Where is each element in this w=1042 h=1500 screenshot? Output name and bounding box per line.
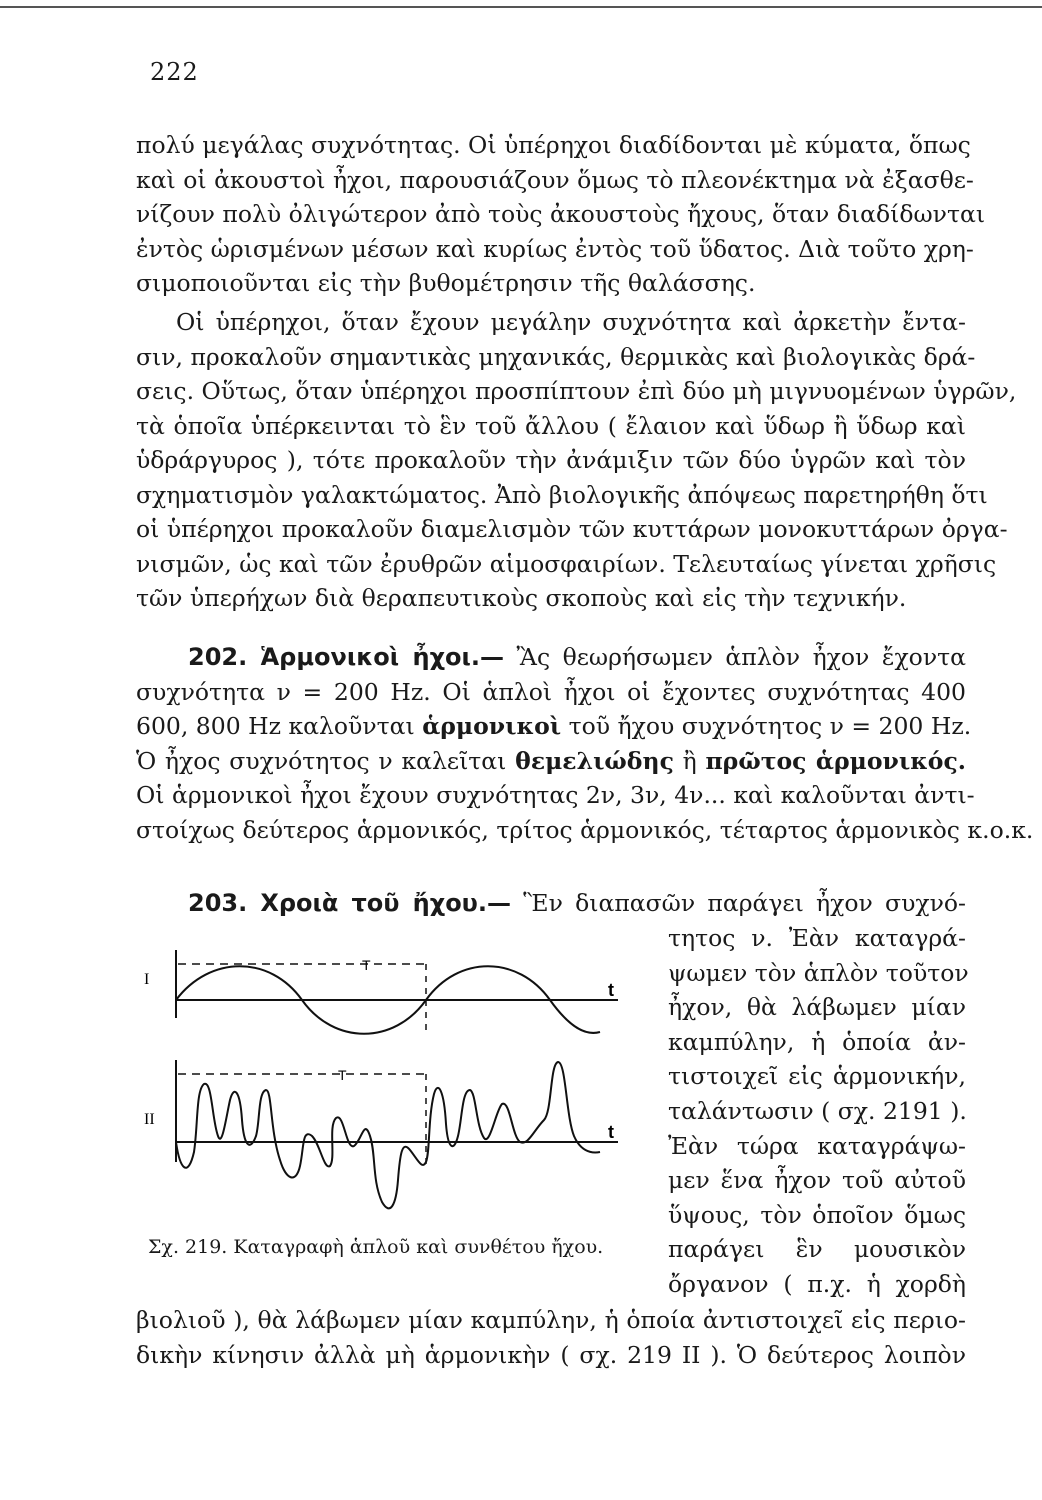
section-202-first-line	[136, 640, 966, 675]
section-202-heading: 202. Ἁρμονικοὶ ἦχοι.—	[188, 643, 505, 671]
text-line: νίζουν πολὺ ὀλιγώτερον ἀπὸ τοὺς ἀκουστοὺς ἤχους, ὅταν διαδίδωνται	[136, 200, 986, 228]
text-line: σχηματισμὸν γαλακτώματος. Ἀπὸ βιολογικῆς ἀπόψεως παρετηρήθη ὅτι	[136, 480, 988, 509]
text-line: Οἱ ἁρμονικοὶ ἦχοι ἔχουν συχνότητας 2ν, 3ν, 4ν... καὶ καλοῦνται ἀντι-	[136, 781, 975, 809]
text-fragment: ἢ	[682, 746, 697, 775]
text-line: τιστοιχεῖ εἰς ἁρμονικήν,	[668, 1062, 966, 1091]
complex-wave	[176, 1062, 600, 1208]
period-label: T	[338, 1067, 347, 1083]
figure-219-waveforms	[140, 940, 640, 1230]
figure-caption: Σχ. 219. Καταγραφὴ ἁπλοῦ καὶ συνθέτου ἤχου.	[148, 1236, 604, 1258]
text-line: σιν, προκαλοῦν σημαντικὰς μηχανικάς, θερμικὰς καὶ βιολογικὰς δρά-	[136, 342, 976, 371]
section-202	[136, 640, 1034, 847]
text-line	[136, 744, 966, 779]
text-line: πολύ μεγάλας συχνότητας. Οἱ ὑπέρηχοι διαδίδονται μὲ κύματα, ὅπως	[136, 131, 971, 159]
text-line: βιολιοῦ ), θὰ λάβωμεν μίαν καμπύλην, ἡ ὁποία ἀντιστοιχεῖ εἰς περιο-	[136, 1306, 966, 1334]
text-line: σεις. Οὕτως, ὅταν ὑπέρηχοι προσπίπτουν ἐπὶ δύο μὴ μιγνυομένων ὑγρῶν,	[136, 377, 1017, 405]
text-line: τῶν ὑπερήχων διὰ θεραπευτικοὺς σκοποὺς καὶ εἰς τὴν τεχνικήν.	[136, 584, 907, 612]
text-fragment: Ὁ ἦχος συχνότητος ν καλεῖται	[136, 746, 507, 775]
section-203-heading-line	[136, 886, 966, 921]
text-line: νισμῶν, ὡς καὶ τῶν ἐρυθρῶν αἱμοσφαιρίων. Τελευταίως γίνεται χρῆσις	[136, 549, 997, 578]
text-line: ὑδράργυρος ), τότε προκαλοῦν τὴν ἀνάμιξιν τῶν δύο ὑγρῶν καὶ τὸν	[136, 446, 966, 474]
text-line: στοίχως δεύτερος ἁρμονικός, τρίτος ἁρμονικός, τέταρτος ἁρμονικὸς κ.ο.κ.	[136, 815, 1034, 844]
text-line: Οἱ ὑπέρηχοι, ὅταν ἔχουν μεγάλην συχνότητα καὶ ἀρκετὴν ἔντα-	[176, 308, 966, 336]
section-203-continuation	[136, 1303, 966, 1372]
text-line: σιμοποιοῦνται εἰς τὴν βυθομέτρησιν τῆς θαλάσσης.	[136, 269, 756, 297]
text-line	[136, 709, 972, 744]
text-line: καμπύλην, ἡ ὁποία ἀν-	[668, 1027, 966, 1056]
page-number: 222	[150, 58, 199, 86]
text-line: ψωμεν τὸν ἁπλὸν τοῦτον	[668, 958, 969, 987]
text-line: ὄργανον ( π.χ. ἡ χορδὴ	[668, 1269, 966, 1298]
plot-label-II: II	[144, 1111, 155, 1128]
ultrasound-effects-paragraph	[136, 305, 1017, 616]
text-line: Ἐὰν τώρα καταγράψω-	[668, 1131, 966, 1160]
text-line: τητος ν. Ἐὰν καταγρά-	[668, 924, 966, 952]
text-line: ἐντὸς ὡρισμένων μέσων καὶ κυρίως ἐντὸς τοῦ ὕδατος. Διὰ τοῦτο χρη-	[136, 234, 974, 263]
text-fragment: 600, 800 Hz καλοῦνται	[136, 712, 415, 740]
time-axis-label: t	[608, 1122, 614, 1142]
term-first-harmonic: πρῶτος ἁρμονικός.	[705, 746, 966, 775]
section-203-wrap-column	[668, 921, 969, 1302]
intro-paragraph	[136, 128, 986, 301]
section-203-heading: 203. Χροιὰ τοῦ ἤχου.—	[188, 889, 512, 917]
term-harmonics: ἁρμονικοὶ	[422, 712, 562, 740]
time-axis-label: t	[608, 980, 614, 1000]
text-line	[136, 886, 966, 921]
text-line: ἦχον, θὰ λάβωμεν μίαν	[668, 993, 966, 1022]
simple-sound-plot	[144, 950, 618, 1034]
text-line: καὶ οἱ ἀκουστοὶ ἦχοι, παρουσιάζουν ὅμως τὸ πλεονέκτημα νὰ ἐξασθε-	[136, 165, 974, 194]
plot-label-I: I	[144, 971, 150, 988]
term-fundamental: θεμελιώδης	[515, 746, 674, 775]
text-fragment: Ἂς θεωρήσωμεν ἁπλὸν ἦχον ἔχοντα	[516, 643, 966, 671]
text-line: οἱ ὑπέρηχοι προκαλοῦν διαμελισμὸν τῶν κυττάρων μονοκυττάρων ὀργα-	[136, 515, 1008, 543]
text-line: συχνότητα ν = 200 Hz. Οἱ ἁπλοὶ ἦχοι οἱ ἔχοντες συχνότητας 400	[136, 677, 966, 706]
period-label: T	[362, 957, 371, 973]
text-line: ὕψους, τὸν ὁποῖον ὅμως	[668, 1200, 966, 1229]
text-line: μεν ἕνα ἦχον τοῦ αὐτοῦ	[668, 1166, 966, 1195]
text-line: ταλάντωσιν ( σχ. 2191 ).	[668, 1096, 967, 1125]
text-line: δικὴν κίνησιν ἀλλὰ μὴ ἁρμονικὴν ( σχ. 219 II ). Ὁ δεύτερος λοιπὸν	[136, 1340, 966, 1369]
text-fragment: τοῦ ἤχου συχνότητος ν = 200 Hz.	[568, 712, 972, 740]
text-line: παράγει ἓν μουσικὸν	[668, 1235, 966, 1264]
page-top-rule	[0, 6, 1042, 8]
text-line: τὰ ὁποῖα ὑπέρκεινται τὸ ἓν τοῦ ἄλλου ( ἔλαιον καὶ ὕδωρ ἢ ὕδωρ καὶ	[136, 411, 966, 440]
text-fragment: Ἓν διαπασῶν παράγει ἦχον συχνό-	[523, 889, 966, 917]
complex-sound-plot	[144, 1060, 618, 1208]
